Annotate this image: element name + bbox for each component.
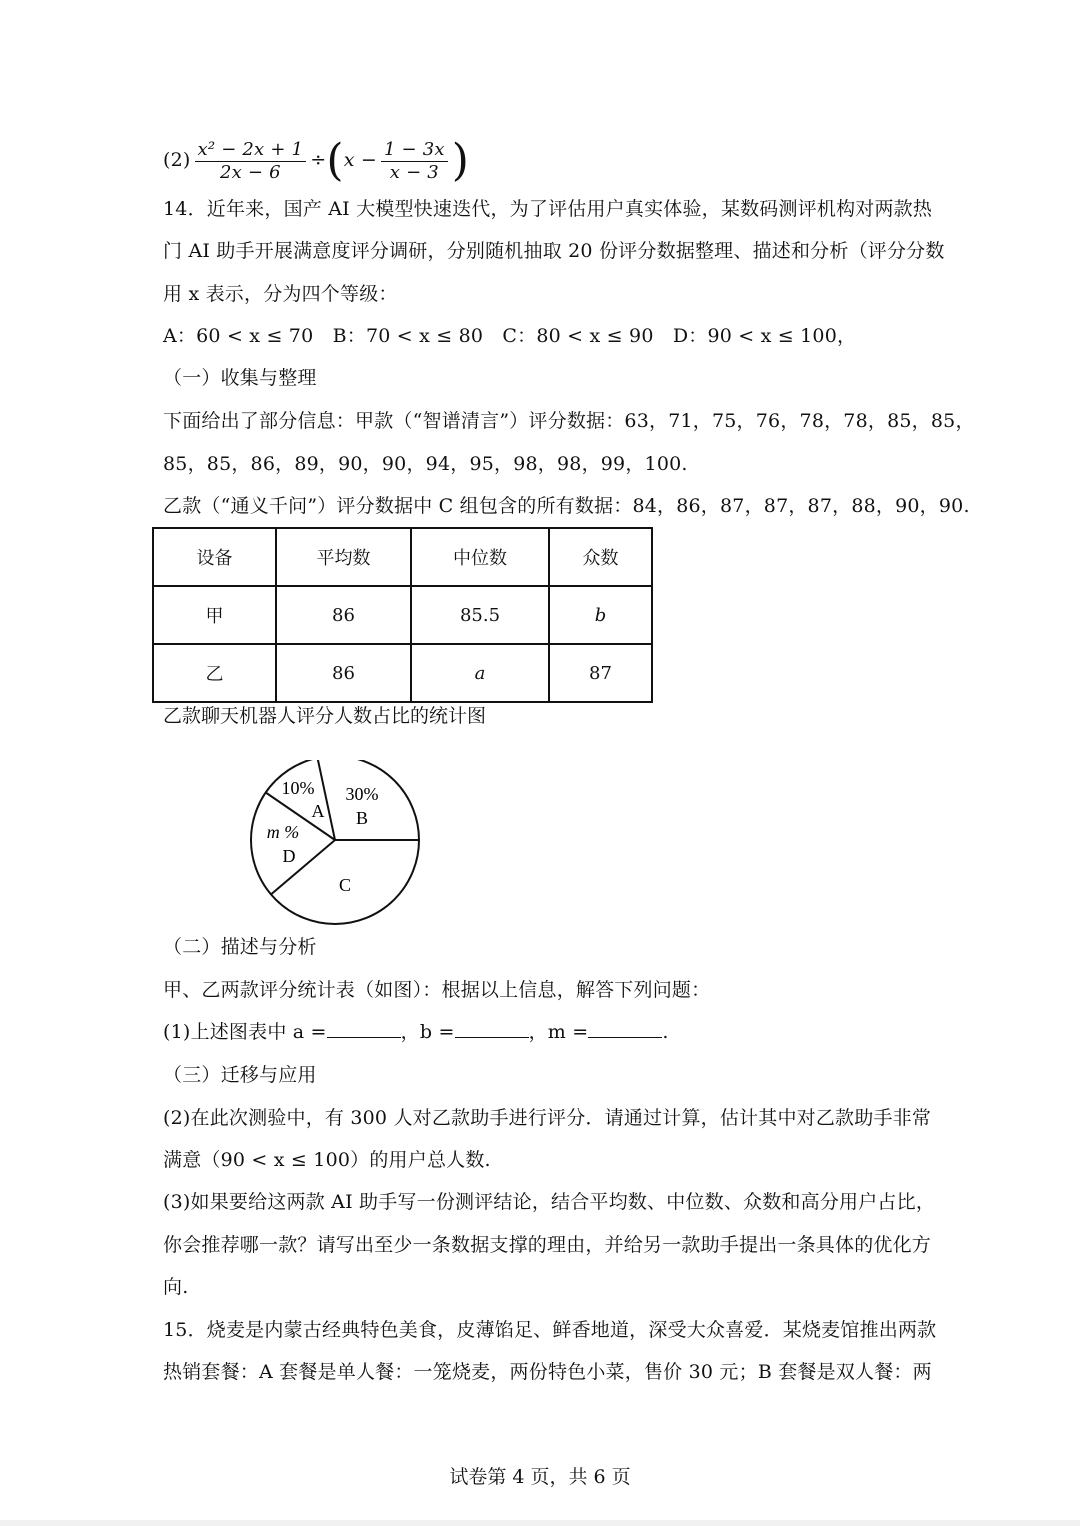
q14-question-2-line-2: 满意（90 < x ≤ 100）的用户总人数.: [163, 1149, 491, 1171]
q14-section-1: （一）收集与整理: [163, 367, 317, 389]
blank-a: [327, 1019, 401, 1038]
table-cell: 86: [276, 644, 411, 702]
q14-line-3: 用 x 表示，分为四个等级：: [163, 283, 398, 305]
table-cell: a: [411, 644, 549, 702]
q14-question-3-line-3: 向.: [163, 1276, 189, 1298]
pie-outline: [251, 760, 419, 924]
stats-table: [152, 527, 653, 703]
table-header: 中位数: [411, 528, 549, 586]
table-cell: 86: [276, 586, 411, 644]
q14-section-3: （三）迁移与应用: [163, 1064, 317, 1086]
table-header: 设备: [153, 528, 276, 586]
q14-question-1: (1)上述图表中 a = ，b = ，m = .: [163, 1021, 669, 1043]
expr-label: (2): [163, 149, 191, 171]
expression-2: (2) $\frac{\text{x² − 2x + 1}}{2x - 6}$ ÷(x − $\frac{1 - 3x}{x - 3}$ ): [163, 135, 470, 186]
q14-info-3: 乙款（“通义千问”）评分数据中 C 组包含的所有数据：84，86，87，87，87，88，90，90.: [163, 495, 970, 517]
q14-question-2-line-1: (2)在此次测验中，有 300 人对乙款助手进行评分．请通过计算，估计其中对乙款助手非常: [163, 1107, 932, 1129]
table-header: 众数: [549, 528, 652, 586]
q14-desc: 甲、乙两款评分统计表（如图）：根据以上信息，解答下列问题：: [163, 979, 711, 1001]
q14-section-2: （二）描述与分析: [163, 936, 317, 958]
q15-line-2: 热销套餐：A 套餐是单人餐：一笼烧麦，两份特色小菜，售价 30 元；B 套餐是双人餐：两: [163, 1361, 932, 1383]
table-row: [153, 586, 652, 644]
pie-chart: [240, 760, 440, 940]
slice-label-b: 30%: [345, 784, 379, 804]
table-cell: 乙: [153, 644, 276, 702]
slice-letter-b: B: [355, 808, 369, 828]
slice-letter-c: C: [338, 875, 352, 895]
table-header-row: [153, 528, 652, 586]
table-cell: 85.5: [411, 586, 549, 644]
chart-title: 乙款聊天机器人评分人数占比的统计图: [163, 705, 487, 727]
q14-info-1: 下面给出了部分信息：甲款（“智谱清言”）评分数据：63，71，75，76，78，78，85，85，: [163, 410, 975, 432]
table-cell: 87: [549, 644, 652, 702]
fraction-1: $\frac{\text{x² − 2x + 1}}{2x - 6}$: [195, 139, 307, 184]
q14-line-2: 门 AI 助手开展满意度评分调研，分别随机抽取 20 份评分数据整理、描述和分析（评分分数: [163, 240, 945, 262]
slice-letter-d: D: [282, 846, 296, 866]
q14-grades: A：60 < x ≤ 70 B：70 < x ≤ 80 C：80 < x ≤ 90 D：90 < x ≤ 100，: [163, 325, 857, 347]
fraction-2: $\frac{1 - 3x}{x - 3}$: [381, 139, 448, 184]
q14-question-3-line-2: 你会推荐哪一款？请写出至少一条数据支撑的理由，并给另一款助手提出一条具体的优化方: [163, 1234, 932, 1256]
slice-letter-a: A: [311, 801, 325, 821]
blank-m: [588, 1019, 662, 1038]
page-bottom-band: [0, 1520, 1080, 1526]
q14-line-1: 14．近年来，国产 AI 大模型快速迭代，为了评估用户真实体验，某数码测评机构对两款热: [163, 198, 933, 220]
table-row: [153, 644, 652, 702]
slice-label-a: 10%: [281, 778, 315, 798]
pie-divider-a-b: [318, 760, 336, 840]
divide-sign: ÷: [310, 149, 327, 171]
pie-divider-c-d: [271, 840, 335, 894]
table-cell: b: [549, 586, 652, 644]
q14-info-2: 85，85，86，89，90，90，94，95，98，98，99，100.: [163, 453, 688, 475]
page-footer: 试卷第 4 页，共 6 页: [449, 1466, 631, 1488]
table-header: 平均数: [276, 528, 411, 586]
q15-line-1: 15．烧麦是内蒙古经典特色美食，皮薄馅足、鲜香地道，深受大众喜爱．某烧麦馆推出两款: [163, 1319, 937, 1341]
q14-question-3-line-1: (3)如果要给这两款 AI 助手写一份测评结论，结合平均数、中位数、众数和高分用户占比，: [163, 1191, 936, 1213]
slice-label-d: m %: [266, 822, 300, 842]
table-cell: 甲: [153, 586, 276, 644]
blank-b: [455, 1019, 529, 1038]
